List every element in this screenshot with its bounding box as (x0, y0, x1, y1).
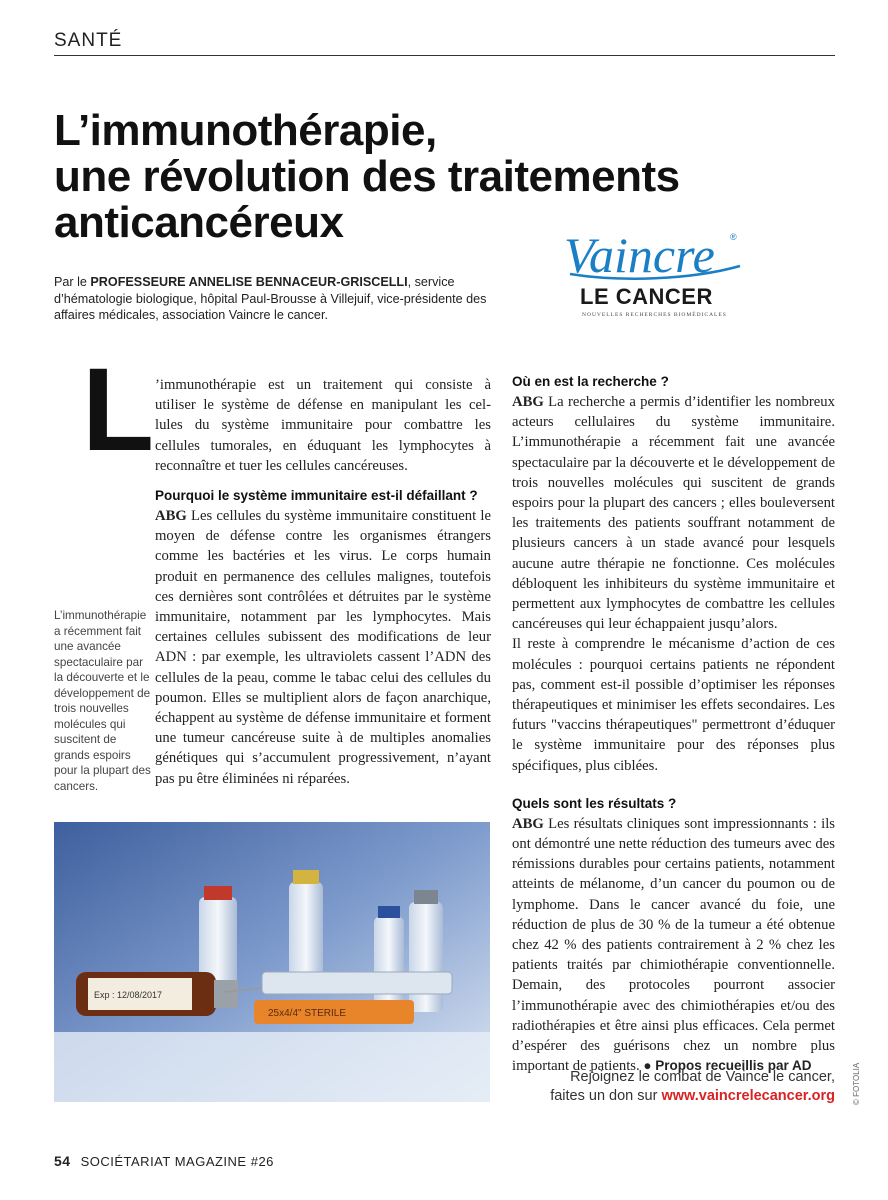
photo-illustration (54, 822, 490, 1102)
photo-surface (54, 1032, 490, 1102)
interview-credit: ● Propos recueillis par AD (643, 1058, 812, 1074)
donation-callout (512, 1068, 835, 1106)
section-divider (54, 55, 835, 56)
vial (374, 917, 404, 1012)
brown-vial-cap (214, 980, 238, 1008)
column-right (512, 372, 835, 1077)
vial-cap (204, 886, 232, 900)
intro-line: cellules tumorales, en éduquant les lymphocytes à (155, 437, 491, 454)
answer-paragraph (155, 506, 491, 789)
vial-cap (414, 890, 438, 904)
column-left (155, 486, 491, 789)
photo-credit: © FOTOLIA (852, 1062, 861, 1105)
byline (54, 274, 494, 324)
intro-line: utiliser le système de défense en manipulant les cel- (155, 397, 491, 414)
answer-text: Les cellules du système immunitaire constituent le moyen de défense contre les organismes étrangers comme les bactéries et les virus. Le corps humain produit en permanence des cellules malignes, toutefois ces dernières sont contrôlées et détruites par le système immunitaire, notamment par les lymphocytes. Mais certaines cellules subissent des modifications de leur ADN : par exemple, les ultraviolets cassent l’ADN des cellules de la peau, comme le tabac celui des cellules du poumon. Elles se multiplient alors de façon anarchique, échappent au système de défense immunitaire et forment une tumeur cancéreuse suite à de multiples anomalies génétiques qui s’accumulent progressivement, n’ayant pas pu être éliminées ni réparées. (155, 508, 491, 787)
vial-cap (293, 870, 319, 884)
vials-syringe-photo (54, 822, 490, 1102)
title-line: anticancéreux (54, 198, 344, 247)
logo-registered: ® (730, 232, 737, 242)
title-line: une révolution des traitements (54, 152, 680, 201)
vaincre-le-cancer-logo (560, 222, 750, 322)
answer-paragraph (512, 392, 835, 634)
logo-script-graphic (560, 222, 750, 284)
question-heading: Où en est la recherche ? (512, 374, 669, 389)
spacer (512, 776, 835, 794)
intro-line: lules du système immunitaire pour combattre les (155, 417, 491, 434)
magazine-name: SOCIÉTARIAT MAGAZINE #26 (80, 1154, 274, 1169)
page-number: 54 (54, 1153, 71, 1169)
syringe-barrel (262, 972, 452, 994)
title-line: L’immunothérapie, (54, 106, 437, 155)
syringe-label: 25x4/4" STERILE (268, 1008, 347, 1019)
vial-label-text: Exp : 12/08/2017 (94, 990, 163, 1000)
question-heading: Quels sont les résultats ? (512, 795, 677, 811)
logo-main-text: LE CANCER (580, 284, 713, 309)
donation-link[interactable]: www.vaincrelecancer.org (661, 1088, 835, 1104)
intro-line: ’immunothérapie est un traitement qui consiste à (155, 377, 491, 393)
drop-cap: L (82, 344, 155, 476)
abg-initials: ABG (155, 508, 187, 524)
vial (409, 902, 443, 1012)
answer-paragraph: Il reste à comprendre le mécanisme d’action de ces molécules : pourquoi certains patients ne répondent pas, comment est-il possible d’optimiser les réponses thérapeutiques et minimiser les effets secondaires. Les futurs "vaccins thérapeutiques" permettront d’éduquer le système immunitaire pour des réponses plus spécifiques, plus ciblées. (512, 636, 835, 774)
abg-initials: ABG (512, 815, 544, 832)
logo-subtitle: NOUVELLES RECHERCHES BIOMÉDICALES (582, 312, 727, 318)
byline-prefix: Par le (54, 275, 91, 289)
answer-paragraph (512, 814, 835, 1077)
intro-line: reconnaître et tuer les cellules cancéreuses. (155, 457, 408, 474)
answer-text: La recherche a permis d’identifier les nombreux acteurs cellulaires du système immunitaire. L’immunothérapie a récemment fait une avancée spectaculaire par la découverte et le développement de trois nouvelles molécules qui suscitent de grands espoirs pour la plupart des cancers ; elles bouleversent les traitements des patients souffrant notamment de plusieurs cancers à un stade avancé pour lesquels aucune autre thérapie ne fonctionne. Ces molécules débloquent les inhibiteurs du système immunitaire et permettent aux lymphocytes de combattre les cellules cancéreuses qui leur échappaient jusqu’alors. (512, 394, 835, 633)
answer-text: Les résultats cliniques sont impressionnants : ils ont démontré une nette réduction des tumeurs avec des rémissions durables pour certains patients, notamment atteints de mélanome, d’un cancer du poumon ou de lymphome. Dans le cancer avancé du foie, une réduction de plus de 30 % de la tumeur a été obtenue chez 42 % des patients contrairement à 2 % chez les patients traités par chimiothérapie conventionnelle. Demain, des protocoles pourront associer l’immunothérapie avec des chimiothérapies et/ou des radiothérapies et être ainsi plus efficaces. Cela permet d’espérer des guérisons chez un nombre plus important de patients. (512, 815, 835, 1075)
byline-author: PROFESSEURE ANNELISE BENNACEUR-GRISCELLI (90, 275, 408, 289)
page-footer (54, 1153, 274, 1169)
abg-initials: ABG (512, 394, 544, 410)
pull-quote: L’immunothérapie a récemment fait une avancée spectaculaire par la découverte et le développement de trois nouvelles molécules qui suscitent de grands espoirs pour la plupart des cancers. (54, 609, 151, 793)
callout-prefix: faites un don sur (550, 1088, 662, 1104)
intro-paragraph (155, 375, 491, 476)
question-heading: Pourquoi le système immunitaire est-il défaillant ? (155, 488, 478, 503)
section-label: SANTÉ (54, 30, 123, 51)
byline-affiliation: , service d’hématologie biologique, hôpital Paul-Brousse à Villejuif, vice-présidente des affaires médicales, association Vaincre le cancer. (54, 275, 487, 322)
callout-line-2 (512, 1087, 835, 1106)
callout-line: Rejoignez le combat de Vaince le cancer, (570, 1069, 835, 1085)
logo-script: Vaincre (564, 227, 715, 283)
vial-cap (378, 906, 400, 918)
